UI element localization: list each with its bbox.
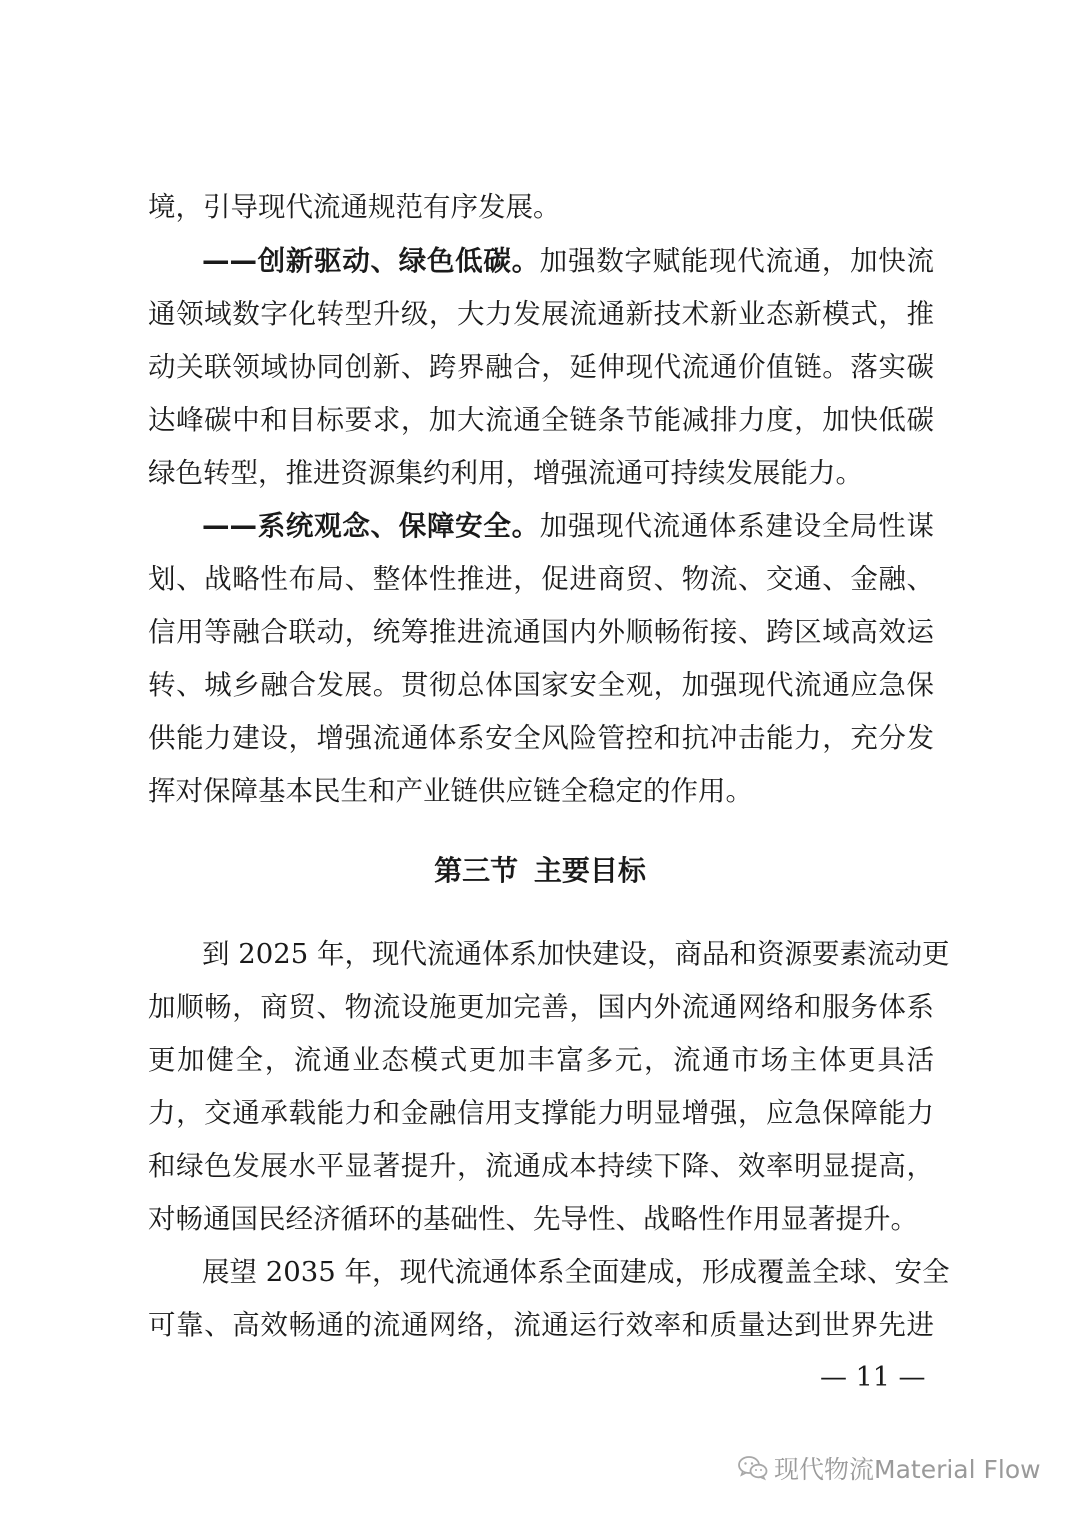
principle-title: ——系统观念、保障安全。 [202, 510, 540, 542]
paragraph-line: 境，引导现代流通规范有序发展。 [148, 191, 561, 223]
page-number: — 11 — [820, 1362, 926, 1393]
paragraph-line [202, 506, 934, 546]
paragraph-line: 划、战略性布局、整体性推进，促进商贸、物流、交通、金融、 [148, 563, 934, 595]
paragraph-line: 对畅通国民经济循环的基础性、先导性、战略性作用显著提升。 [148, 1203, 918, 1235]
paragraph-line: 加顺畅，商贸、物流设施更加完善，国内外流通网络和服务体系 [148, 991, 934, 1023]
paragraph-line: 动关联领域协同创新、跨界融合，延伸现代流通价值链。落实碳 [148, 351, 934, 383]
paragraph-line: 供能力建设，增强流通体系安全风险管控和抗冲击能力，充分发 [148, 722, 934, 754]
principle-title: ——创新驱动、绿色低碳。 [202, 245, 540, 277]
paragraph-line: 力，交通承载能力和金融信用支撑能力明显增强，应急保障能力 [148, 1097, 934, 1129]
section-heading: 第三节 主要目标 [434, 854, 646, 887]
watermark-text: 现代物流Material Flow [774, 1455, 1041, 1484]
paragraph-line: 更加健全，流通业态模式更加丰富多元，流通市场主体更具活 [148, 1044, 934, 1076]
paragraph-line: 达峰碳中和目标要求，加大流通全链条节能减排力度，加快低碳 [148, 404, 934, 436]
paragraph-line: 信用等融合联动，统筹推进流通国内外顺畅衔接、跨区域高效运 [148, 616, 934, 648]
paragraph-line: 挥对保障基本民生和产业链供应链全稳定的作用。 [148, 775, 753, 807]
paragraph-line: 绿色转型，推进资源集约利用，增强流通可持续发展能力。 [148, 457, 863, 489]
paragraph-line: 到 2025 年，现代流通体系加快建设，商品和资源要素流动更 [202, 938, 950, 970]
principle-text: 加强现代流通体系建设全局性谋 [539, 510, 935, 542]
paragraph-line: 可靠、高效畅通的流通网络，流通运行效率和质量达到世界先进 [148, 1309, 934, 1341]
principle-text: 加强数字赋能现代流通，加快流 [539, 245, 935, 277]
watermark [738, 1448, 1041, 1488]
paragraph-line [202, 241, 934, 281]
paragraph-line: 转、城乡融合发展。贯彻总体国家安全观，加强现代流通应急保 [148, 669, 934, 701]
wechat-icon [738, 1455, 768, 1481]
paragraph-line: 通领域数字化转型升级，大力发展流通新技术新业态新模式，推 [148, 298, 934, 330]
paragraph-line: 和绿色发展水平显著提升，流通成本持续下降、效率明显提高， [148, 1150, 934, 1182]
paragraph-line: 展望 2035 年，现代流通体系全面建成，形成覆盖全球、安全 [202, 1256, 950, 1288]
